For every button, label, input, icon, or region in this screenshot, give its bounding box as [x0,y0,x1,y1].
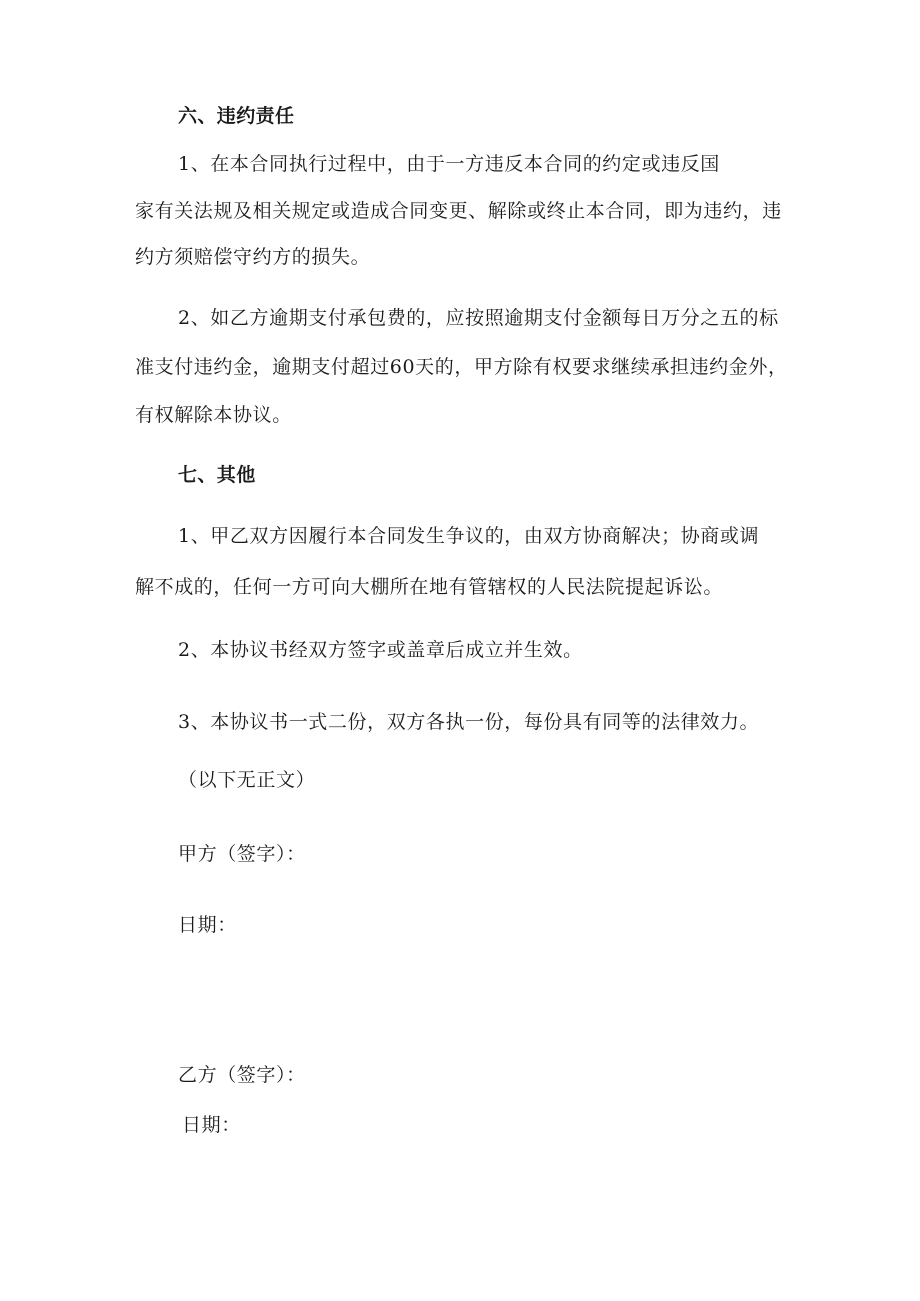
section-6-clause-2-line-2: 准支付违约金，逾期支付超过60天的，甲方除有权要求继续承担违约金外， [135,356,788,378]
section-6-clause-2-line-3: 有权解除本协议。 [135,404,292,426]
party-a-date-label: 日期： [178,914,237,936]
section-7-clause-3: 3、本协议书一式二份，双方各执一份，每份具有同等的法律效力。 [178,711,760,733]
section-6-clause-1-line-2: 家有关法规及相关规定或造成合同变更、解除或终止本合同，即为违约，违 [135,200,782,222]
section-7-clause-1-line-2: 解不成的，任何一方可向大棚所在地有管辖权的人民法院提起诉讼。 [135,576,724,598]
section-7-clause-2: 2、本协议书经双方签字或盖章后成立并生效。 [178,639,583,661]
party-b-signature-label: 乙方（签字）： [178,1064,306,1086]
section-7-clause-1-line-1: 1、甲乙双方因履行本合同发生争议的，由双方协商解决；协商或调 [178,525,760,547]
party-a-signature-label: 甲方（签字）： [178,843,306,865]
section-7-heading: 七、其他 [178,464,256,486]
section-6-heading: 六、违约责任 [178,105,295,127]
section-6-clause-2-line-1: 2、如乙方逾期支付承包费的，应按照逾期支付金额每日万分之五的标 [178,307,779,329]
no-text-below-note: （以下无正文） [178,769,316,791]
section-6-clause-1-line-1: 1、在本合同执行过程中，由于一方违反本合同的约定或违反国 [178,153,720,175]
section-6-clause-1-line-3: 约方须赔偿守约方的损失。 [135,246,371,268]
party-b-date-label: 日期： [182,1114,241,1136]
